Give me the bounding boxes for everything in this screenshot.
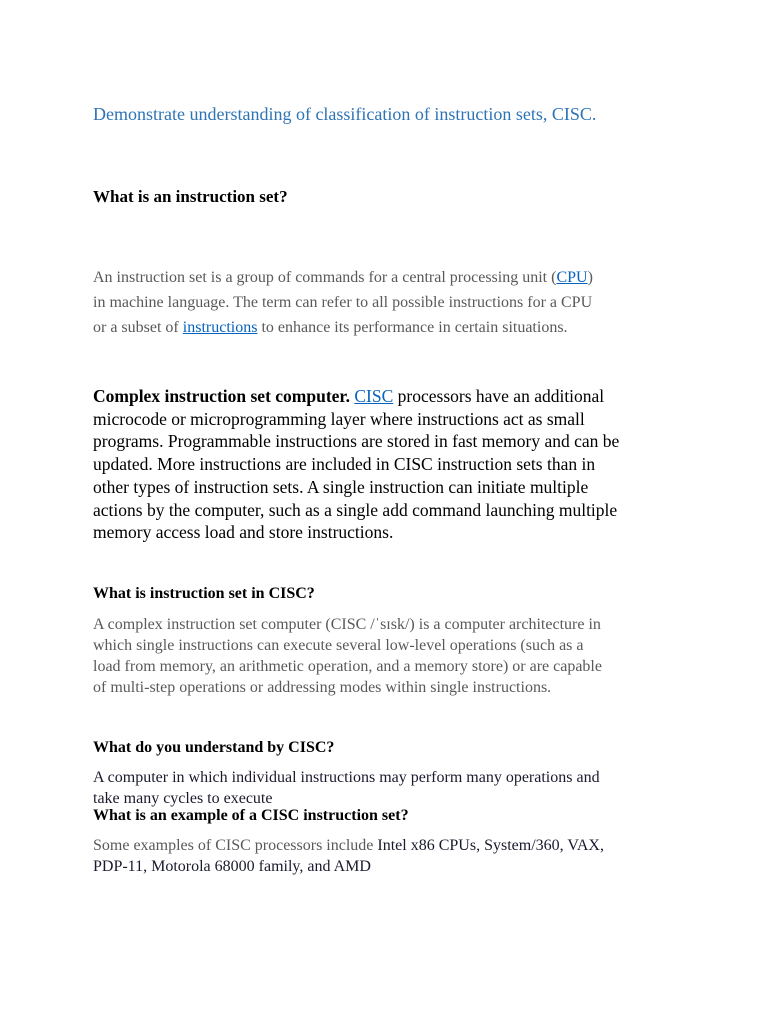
paragraph-line: actions by the computer, such as a single add command launching multiple <box>93 499 618 520</box>
paragraph-line: microcode or microprogramming layer where instructions act as small <box>93 408 585 429</box>
cisc-link[interactable]: CISC <box>354 386 394 406</box>
question-instruction-set-in-cisc: What is instruction set in CISC? <box>93 585 315 602</box>
cpu-link[interactable]: CPU <box>556 269 588 286</box>
cisc-definition-paragraph <box>93 614 602 698</box>
cisc-understanding-paragraph <box>93 767 600 809</box>
question-cisc-example: What is an example of a CISC instruction set? <box>93 807 409 824</box>
paragraph-line: load from memory, an arithmetic operation, and a memory store) or are capable <box>93 658 602 675</box>
cisc-paragraph <box>93 385 619 544</box>
instructions-link[interactable]: instructions <box>182 319 258 336</box>
question-understand-cisc: What do you understand by CISC? <box>93 739 335 756</box>
paragraph-line: take many cycles to execute <box>93 790 273 807</box>
paragraph-line: A complex instruction set computer (CISC /ˈsɪsk/) is a computer architecture in <box>93 616 601 633</box>
question-what-is-instruction-set: What is an instruction set? <box>93 187 288 206</box>
paragraph-line: Complex instruction set computer. CISC processors have an additional <box>93 386 605 406</box>
paragraph-line: other types of instruction sets. A single instruction can initiate multiple <box>93 476 589 497</box>
paragraph-line: of multi-step operations or addressing modes within single instructions. <box>93 679 552 696</box>
cisc-examples-paragraph <box>93 835 604 877</box>
paragraph-line: updated. More instructions are included in CISC instruction sets than in <box>93 454 596 475</box>
paragraph-line: in machine language. The term can refer to all possible instructions for a CPU <box>93 294 593 311</box>
paragraph-line: An instruction set is a group of commands for a central processing unit (CPU) <box>93 269 593 286</box>
cisc-heading-bold: Complex instruction set computer. <box>93 386 350 406</box>
paragraph-line: which single instructions can execute several low-level operations (such as a <box>93 637 584 654</box>
paragraph-line: or a subset of instructions to enhance its performance in certain situations. <box>93 319 568 336</box>
paragraph-line: A computer in which individual instructions may perform many operations and <box>93 769 600 786</box>
paragraph-line: programs. Programmable instructions are stored in fast memory and can be <box>93 431 620 452</box>
paragraph-line: Some examples of CISC processors include Intel x86 CPUs, System/360, VAX, <box>93 837 604 854</box>
paragraph-line: PDP-11, Motorola 68000 family, and AMD <box>93 858 371 875</box>
paragraph-line: memory access load and store instructions. <box>93 522 394 543</box>
instruction-set-paragraph <box>93 265 593 340</box>
page-title: Demonstrate understanding of classification of instruction sets, CISC. <box>93 104 597 124</box>
